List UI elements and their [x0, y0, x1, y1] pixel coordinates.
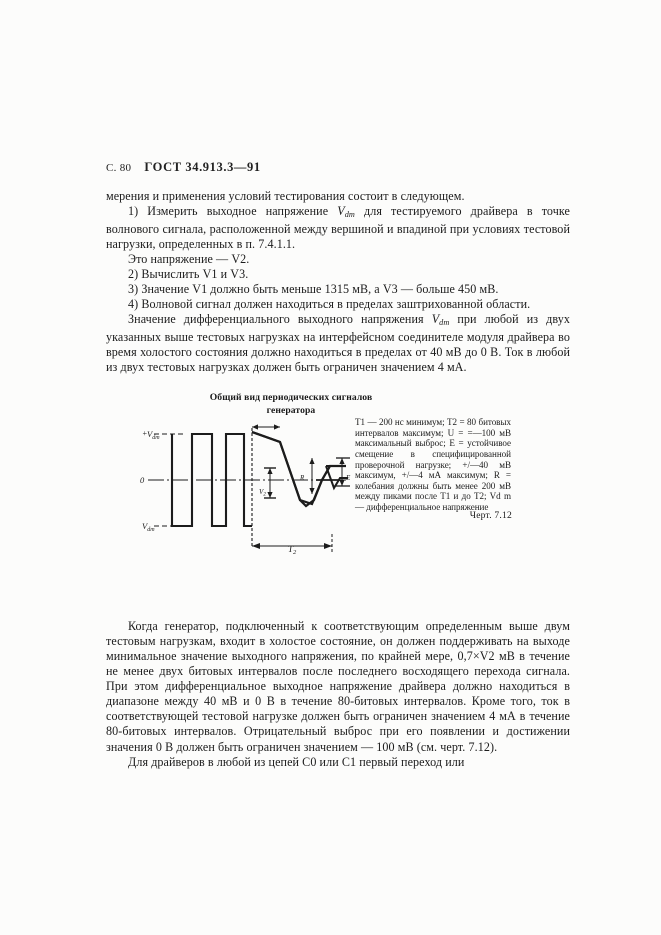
- t1-arrow-right: [274, 425, 280, 430]
- figure-title-line1: Общий вид периодических сигналов: [209, 392, 373, 404]
- waveform-diagram: [140, 422, 356, 567]
- t2-arrow-right: [324, 543, 332, 549]
- label-plus-vdm: +: [142, 429, 148, 439]
- figure-caption: Черт. 7.12: [469, 510, 512, 522]
- r-arrow-top: [309, 458, 314, 464]
- paragraph-differential: [106, 312, 570, 375]
- figure-title: [156, 392, 426, 417]
- figure-legend-text: T1 — 200 нс минимум; T2 = 80 битовых интервалов максимум; U = =—100 мВ максимальный выброс; E = устойчивое смещение в специфицированной проверочной нагрузке; +/—40 мВ максимум, +/—4 мА максимум; R = колебания должны быть менее 200 мВ между пиками после T1 и до T2; Vd m — дифференциальное напряжение: [355, 417, 511, 512]
- paragraph-drivers: Для драйверов в любой из цепей С0 или С1 первый переход или: [128, 754, 465, 769]
- figure-legend: [355, 417, 511, 512]
- list-item-1: [106, 204, 570, 252]
- figure-title-line2: генератора: [266, 404, 316, 416]
- variable-vdm: $V_{dm}$: [337, 204, 355, 219]
- waveform-svg: [140, 422, 356, 562]
- list-item-4: 4) Волновой сигнал должен находиться в пределах заштрихованной области.: [128, 297, 531, 312]
- variable-vdm-2: $V_{dm}$: [431, 312, 450, 327]
- t1-arrow-left: [252, 425, 258, 430]
- label-v2: $V_2$: [259, 488, 267, 498]
- label-zero: 0: [140, 475, 145, 486]
- label-r: R: [300, 474, 305, 483]
- label-vdm-bottom: $V_{dm}$: [142, 521, 155, 534]
- r-arrow-bottom: [309, 488, 314, 494]
- e-arrow-top: [339, 458, 344, 464]
- label-t2: $T_2$: [288, 544, 297, 557]
- tail-text-block: [106, 619, 570, 769]
- figure-7-12: [106, 392, 570, 577]
- e-arrow-bottom: [339, 480, 344, 486]
- diff-rest: при любой из двух указанных выше тестовых нагрузках на интерфейсном соединителе модуля драйвера во время холостого состояния должно находиться в пределах от 40 мВ до 0 В. Ток в любой из двух тестовых нагрузках должен быть ограничен значением 4 мА.: [106, 312, 570, 375]
- label-e: E: [346, 474, 351, 483]
- page-marker: С. 80: [106, 162, 132, 174]
- body-text-block: [106, 189, 570, 375]
- list-item-1b: Это напряжение — V2.: [128, 251, 250, 266]
- running-head: [106, 160, 570, 175]
- paragraph-generator: Когда генератор, подключенный к соответствующим определенным выше двум тестовым нагрузкам, входит в холостое состояние, он должен поддерживать на выходе минимальное значение выходного напряжения, по крайней мере, 0,7×V2 мВ в течение не менее двух битовых интервалов после последнего восходящего перехода сигнала. При этом дифференциальное выходное напряжение драйвера должно находиться в диапазоне между 40 мВ и 0 В в течение 80-битовых интервалов. Кроме того, ток в соответствующей тестовой нагрузке должен быть ограничен значением 4 мА в течение 80-битовых интервалов. Отрицательный выброс при его появлении и достижении значения 0 В должен быть ограничен значением — 100 мВ (см. черт. 7.12).: [106, 619, 570, 754]
- v2-arrow-top: [267, 468, 272, 474]
- label-vdm-top: $V_{dm}$: [147, 429, 160, 442]
- item1-lead: 1) Измерить выходное напряжение: [128, 204, 338, 219]
- list-item-3: 3) Значение V1 должно быть меньше 1315 мВ, а V3 — больше 450 мВ.: [128, 282, 499, 297]
- t2-arrow-left: [252, 543, 260, 549]
- standard-number: ГОСТ 34.913.3—91: [144, 160, 261, 174]
- diff-lead: Значение дифференциального выходного напряжения: [128, 312, 432, 327]
- item1-rest: для тестируемого драйвера в точке волнового сигнала, расположенной между вершиной и впадиной при условиях тестовой нагрузки, определенных в п. 7.4.1.1.: [106, 204, 570, 251]
- v2-arrow-bottom: [267, 492, 272, 498]
- page-content: [106, 160, 570, 770]
- paragraph-continued: мерения и применения условий тестирования состоит в следующем.: [106, 189, 465, 203]
- list-item-2: 2) Вычислить V1 и V3.: [128, 267, 249, 282]
